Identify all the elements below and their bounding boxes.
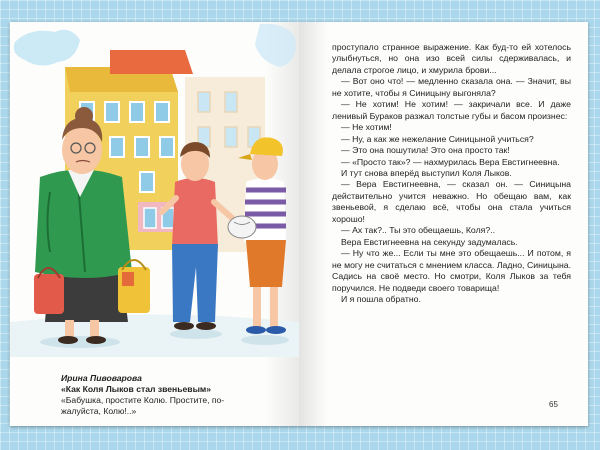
paragraph: проступало странное выражение. Как буд-то ей хотелось улыбнуться, но она изо всей силы сдерживалась, и делала строгое лицо, и хмурила брови... (332, 42, 571, 75)
caption-quote-line-2: жалуйста, Колю!..» (61, 406, 137, 416)
paragraph: — «Просто так»? — нахмурилась Вера Евстигнеевна. (341, 156, 560, 167)
paragraph: — Это она пошутила! Это она просто так! (341, 145, 510, 156)
paragraph: И тут снова вперёд выступил Коля Лыков. (341, 167, 512, 178)
paragraph: — Вот оно что! — медленно сказала она. — Значит, вы не хотите, чтобы я Синицыну выгоняла? (332, 76, 571, 98)
left-page (10, 22, 299, 426)
paragraph: Вера Евстигнеевна на секунду задумалась. (341, 236, 518, 247)
caption-story-title: «Как Коля Лыков стал звеньевым» (61, 384, 212, 394)
right-page (299, 22, 588, 426)
illustration-caption (61, 373, 286, 417)
caption-author: Ирина Пивоварова (61, 373, 142, 383)
paragraph: — Не хотим! (341, 122, 392, 133)
paragraph: — Не хотим! Не хотим! — закричали все. И даже ленивый Бураков разжал толстые губы и басом произнес: (332, 99, 571, 121)
paragraph: — Ну что же... Если ты мне это обещаешь... И потом, я не могу не считаться с мнением класса. Ладно, Синицына. Садись на своё место. Но смотри, Коля Лыков за тебя поручился. Не подведи своего товарища! (332, 248, 571, 293)
paragraph: — Ах так?.. Ты это обещаешь, Коля?.. (341, 225, 495, 236)
page-number: 65 (549, 400, 558, 409)
paragraph: — Ну, а как же нежелание Синицыной учиться? (341, 133, 534, 144)
story-illustration (10, 22, 299, 357)
book-spread (10, 22, 588, 426)
story-text (332, 42, 571, 305)
paragraph: — Вера Евстигнеевна, — сказал он. — Синицына действительно учится неважно. Но обещаю вам, как звеньевой, я сделаю всё, чтобы она стала учиться хорошо! (332, 179, 571, 224)
caption-quote-line-1: «Бабушка, простите Колю. Простите, по- (61, 395, 225, 405)
paragraph: И я пошла обратно. (341, 293, 421, 304)
